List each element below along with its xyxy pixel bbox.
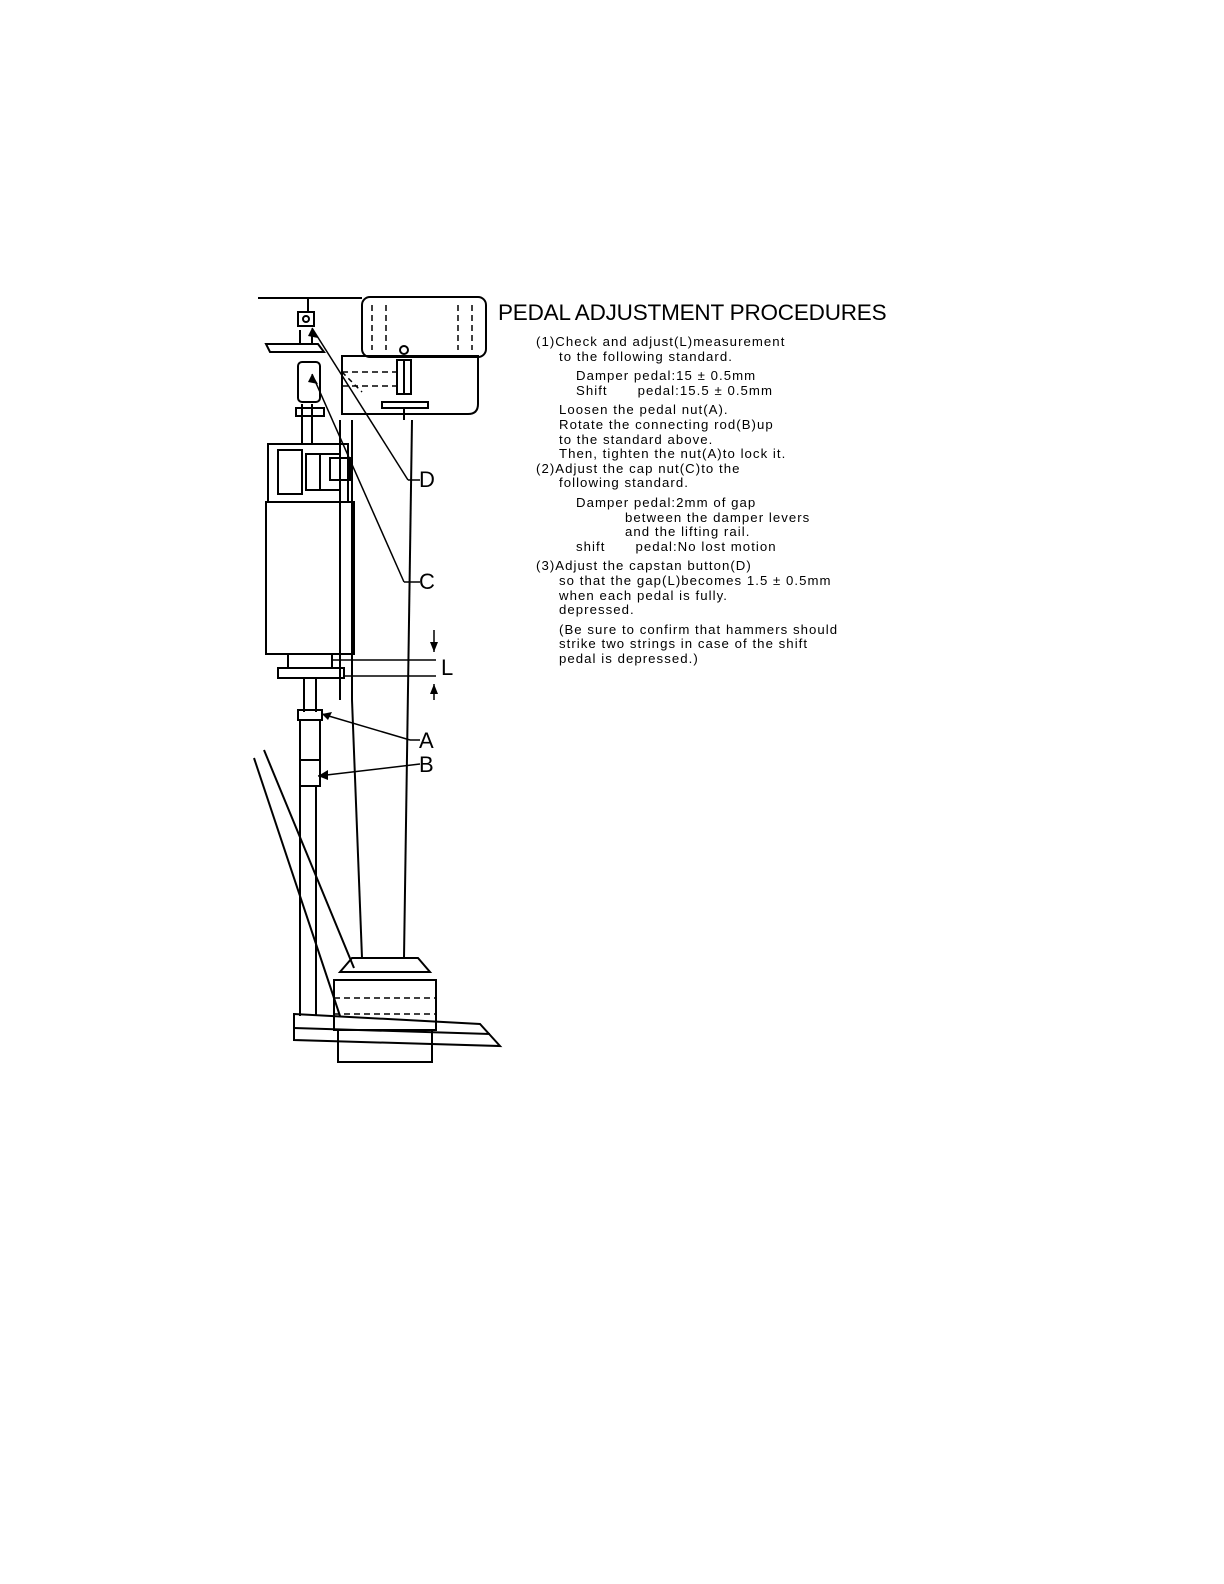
step-2-heading: (2)Adjust the cap nut(C)to the bbox=[536, 460, 741, 476]
pedal-mechanism-diagram bbox=[250, 290, 510, 1070]
damper-value: pedal:15 ± 0.5mm bbox=[633, 368, 757, 384]
step-1-line: Then, tighten the nut(A)to lock it. bbox=[559, 446, 787, 462]
shift-label: shift bbox=[576, 538, 606, 554]
label-a: A bbox=[419, 728, 434, 753]
step-2-line: following standard. bbox=[559, 475, 689, 491]
procedure-text bbox=[498, 300, 898, 666]
damper-label: Damper bbox=[576, 368, 630, 384]
step-3-line: depressed. bbox=[559, 602, 635, 618]
label-d: D bbox=[419, 467, 435, 492]
shift-value: pedal:15.5 ± 0.5mm bbox=[637, 382, 774, 398]
label-b: B bbox=[419, 752, 434, 777]
shift-label: Shift bbox=[576, 382, 608, 398]
shift-value: pedal:No lost motion bbox=[635, 538, 777, 554]
note-line: pedal is depressed.) bbox=[559, 650, 699, 666]
step-3-line: when each pedal is fully. bbox=[559, 587, 728, 603]
step-1-shift bbox=[498, 384, 898, 399]
step-1-line: to the following standard. bbox=[559, 348, 733, 364]
step-2-damper-cont: between the damper levers bbox=[625, 509, 811, 525]
step-2-shift bbox=[498, 540, 898, 555]
label-l: L bbox=[441, 655, 454, 680]
note-line: (Be sure to confirm that hammers should bbox=[559, 621, 839, 637]
step-1-line: Rotate the connecting rod(B)up bbox=[559, 416, 774, 432]
step-3-line: so that the gap(L)becomes 1.5 ± 0.5mm bbox=[559, 572, 832, 588]
step-3-heading: (3)Adjust the capstan button(D) bbox=[536, 558, 752, 574]
page-title: PEDAL ADJUSTMENT PROCEDURES bbox=[498, 300, 887, 325]
step-1-damper bbox=[498, 369, 898, 384]
step-2-damper-cont: and the lifting rail. bbox=[625, 524, 751, 540]
step-1-line: to the standard above. bbox=[559, 431, 714, 447]
note-line: strike two strings in case of the shift bbox=[559, 636, 809, 652]
step-1-heading: (1)Check and adjust(L)measurement bbox=[536, 334, 786, 349]
step-2-damper: Damper pedal:2mm of gap bbox=[576, 494, 757, 510]
label-c: C bbox=[419, 569, 435, 594]
step-1-line: Loosen the pedal nut(A). bbox=[559, 402, 729, 418]
